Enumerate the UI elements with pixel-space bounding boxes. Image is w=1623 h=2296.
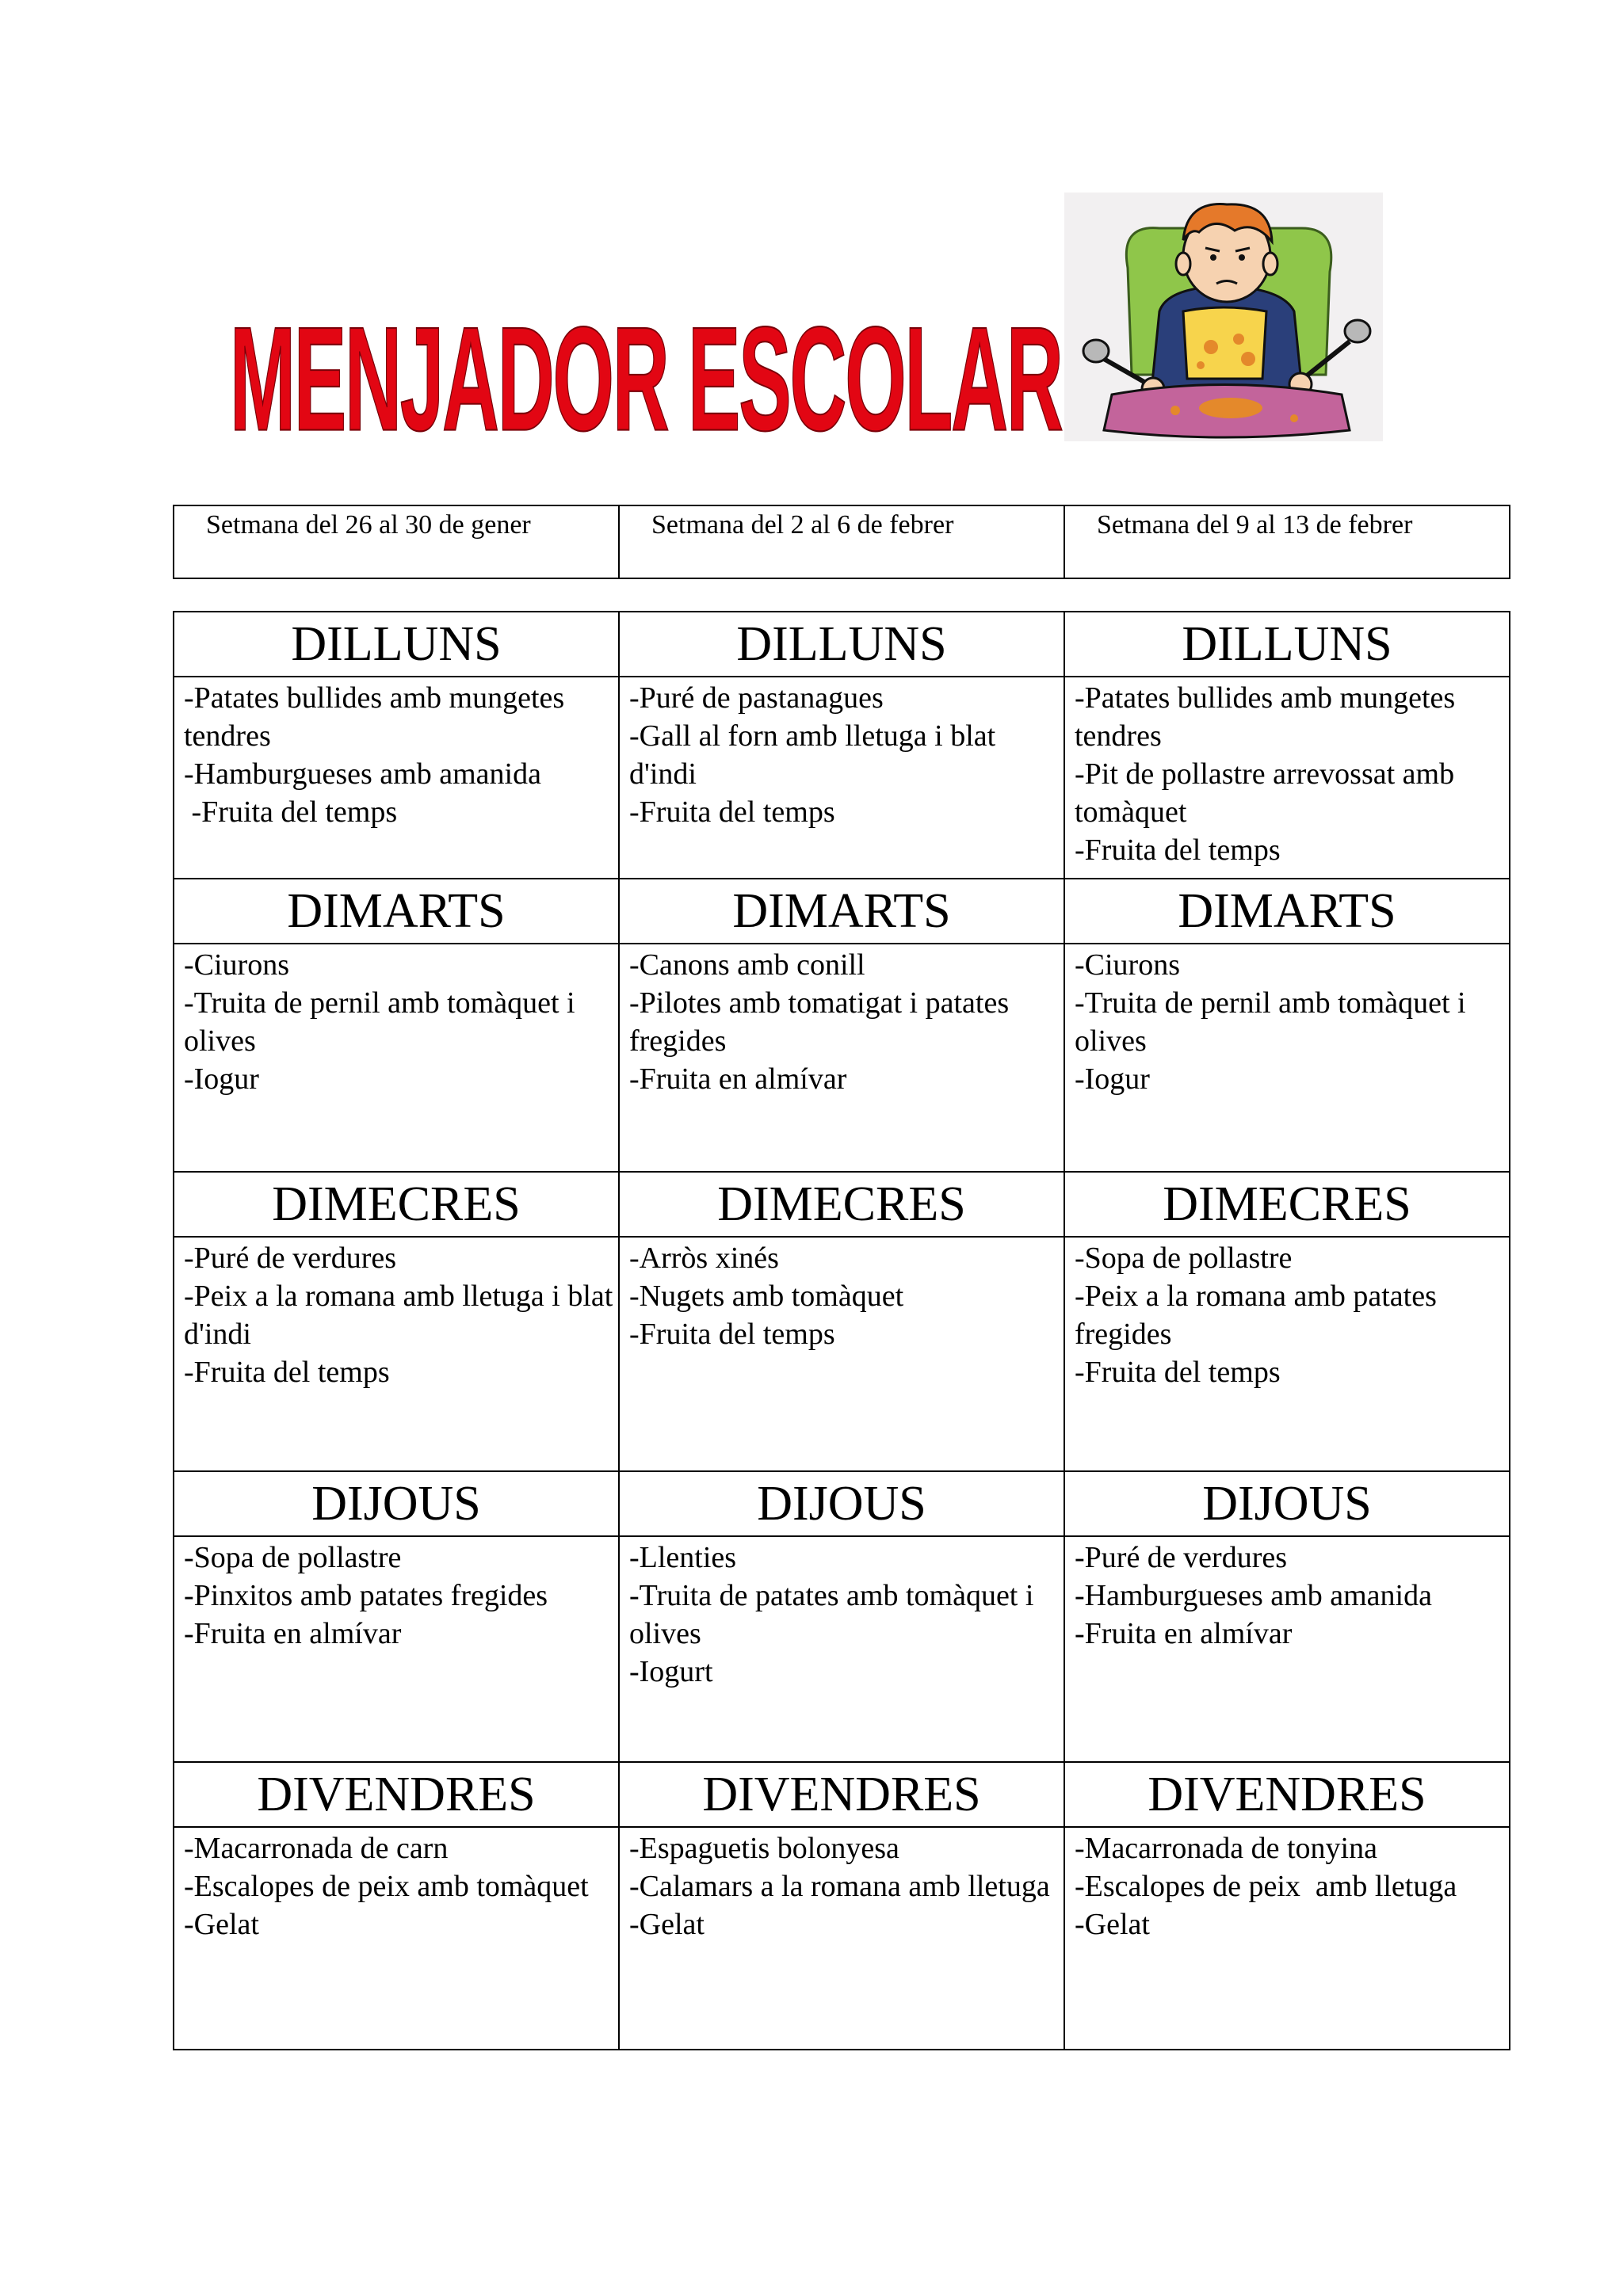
menu-table	[173, 611, 1510, 2050]
day-header: DIJOUS	[174, 1471, 619, 1536]
dish: -Ciurons	[1075, 948, 1180, 982]
dish: -Arròs xinés	[629, 1241, 779, 1275]
day-header: DIMECRES	[174, 1172, 619, 1237]
dish: -Hamburgueses amb amanida	[1075, 1579, 1432, 1612]
day-header: DIMARTS	[174, 879, 619, 944]
menu-cell	[619, 1237, 1064, 1471]
dish: -Fruita del temps	[1075, 833, 1281, 867]
dish: -Fruita del temps	[629, 795, 835, 829]
menu-cell	[619, 1536, 1064, 1762]
dish: -Fruita en almívar	[184, 1617, 402, 1650]
day-header: DILLUNS	[1064, 612, 1510, 677]
dish: -Fruita del temps	[629, 1318, 835, 1351]
menu-row	[174, 1827, 1510, 2050]
dish: -Pinxitos amb patates fregides	[184, 1579, 548, 1612]
dish: -Fruita en almívar	[1075, 1617, 1293, 1650]
dish: -Macarronada de tonyina	[1075, 1832, 1377, 1865]
dish: -Ciurons	[184, 948, 289, 982]
menu-row	[174, 677, 1510, 879]
dish: -Escalopes de peix amb lletuga	[1075, 1870, 1457, 1903]
menu-cell	[1064, 677, 1510, 879]
day-header: DIMECRES	[1064, 1172, 1510, 1237]
menu-cell	[174, 1536, 619, 1762]
weeks-header-table	[173, 505, 1510, 579]
day-header: DIVENDRES	[1064, 1762, 1510, 1827]
dish: -Canons amb conill	[629, 948, 865, 982]
dish: -Truita de pernil amb tomàquet i olives	[1075, 986, 1466, 1058]
dish: -Hamburgueses amb amanida	[184, 757, 541, 791]
day-header: DILLUNS	[174, 612, 619, 677]
dish: -Peix a la romana amb patates fregides	[1075, 1280, 1437, 1351]
menu-cell	[174, 1827, 619, 2050]
day-header: DIJOUS	[1064, 1471, 1510, 1536]
week-cell	[1064, 505, 1510, 578]
menu-row	[174, 1237, 1510, 1471]
dish: -Iogurt	[629, 1655, 713, 1688]
child-eating-illustration	[1064, 193, 1383, 441]
dish: -Gelat	[629, 1908, 705, 1941]
menu-cell	[1064, 944, 1510, 1172]
week-cell	[174, 505, 619, 578]
day-header-row	[174, 879, 1510, 944]
menu-cell	[174, 944, 619, 1172]
dish: -Calamars a la romana amb lletuga	[629, 1870, 1050, 1903]
dish: -Truita de patates amb tomàquet i olives	[629, 1579, 1034, 1650]
dish: -Sopa de pollastre	[184, 1541, 402, 1574]
dish: -Pilotes amb tomatigat i patates fregides	[629, 986, 1010, 1058]
dish: -Peix a la romana amb lletuga i blat d'indi	[184, 1280, 613, 1351]
day-header-row	[174, 612, 1510, 677]
menu-row	[174, 1536, 1510, 1762]
week-label: Setmana del 2 al 6 de febrer	[651, 510, 954, 540]
dish: -Escalopes de peix amb tomàquet	[184, 1870, 589, 1903]
day-header: DIMECRES	[619, 1172, 1064, 1237]
dish: -Gelat	[184, 1908, 259, 1941]
menu-cell	[174, 677, 619, 879]
dish: -Truita de pernil amb tomàquet i olives	[184, 986, 575, 1058]
menu-cell	[1064, 1237, 1510, 1471]
dish: -Fruita del temps	[184, 795, 398, 829]
day-header: DIVENDRES	[619, 1762, 1064, 1827]
day-header-row	[174, 1762, 1510, 1827]
weeks-row	[174, 505, 1510, 578]
menu-cell	[619, 1827, 1064, 2050]
dish: -Fruita en almívar	[629, 1062, 847, 1096]
dish: -Puré de pastanagues	[629, 681, 884, 715]
day-header: DIMARTS	[1064, 879, 1510, 944]
menu-cell	[619, 944, 1064, 1172]
week-label: Setmana del 26 al 30 de gener	[206, 510, 531, 540]
dish: -Puré de verdures	[1075, 1541, 1288, 1574]
dish: -Macarronada de carn	[184, 1832, 449, 1865]
menu-cell	[619, 677, 1064, 879]
day-header: DIMARTS	[619, 879, 1064, 944]
week-cell	[619, 505, 1064, 578]
dish: -Llenties	[629, 1541, 737, 1574]
dish: -Iogur	[1075, 1062, 1150, 1096]
dish: -Nugets amb tomàquet	[629, 1280, 904, 1313]
dish: -Patates bullides amb mungetes tendres	[184, 681, 565, 753]
dish: -Fruita del temps	[1075, 1356, 1281, 1389]
day-header-row	[174, 1471, 1510, 1536]
dish: -Puré de verdures	[184, 1241, 397, 1275]
day-header: DIVENDRES	[174, 1762, 619, 1827]
dish: -Patates bullides amb mungetes tendres	[1075, 681, 1456, 753]
dish: -Fruita del temps	[184, 1356, 390, 1389]
day-header: DILLUNS	[619, 612, 1064, 677]
menu-row	[174, 944, 1510, 1172]
week-label: Setmana del 9 al 13 de febrer	[1097, 510, 1413, 540]
menu-cell	[1064, 1536, 1510, 1762]
day-header: DIJOUS	[619, 1471, 1064, 1536]
dish: -Gelat	[1075, 1908, 1150, 1941]
day-header-row	[174, 1172, 1510, 1237]
menu-cell	[1064, 1827, 1510, 2050]
dish: -Pit de pollastre arrevossat amb tomàquet	[1075, 757, 1455, 829]
dish: -Sopa de pollastre	[1075, 1241, 1293, 1275]
dish: -Iogur	[184, 1062, 259, 1096]
page-title: MENJADOR ESCOLAR	[230, 296, 1062, 462]
dish: -Gall al forn amb lletuga i blat d'indi	[629, 719, 996, 791]
dish: -Espaguetis bolonyesa	[629, 1832, 899, 1865]
menu-cell	[174, 1237, 619, 1471]
